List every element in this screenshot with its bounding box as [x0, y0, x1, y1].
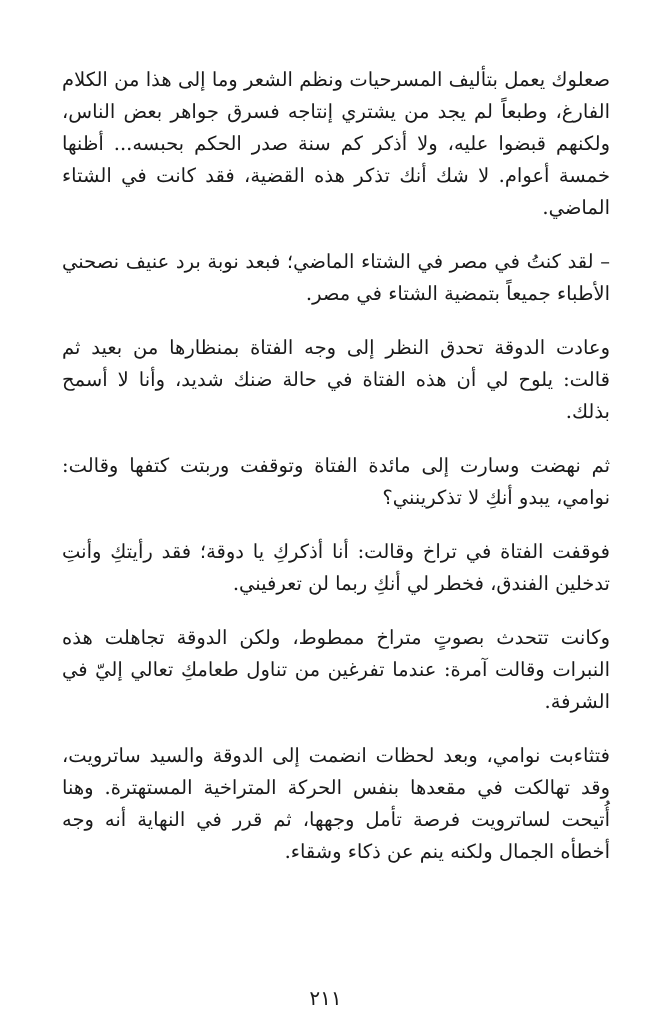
- paragraph-6: وكانت تتحدث بصوتٍ متراخ ممطوط، ولكن الدوقة تجاهلت هذه النبرات وقالت آمرة: عندما تفرغين من تناول طعامكِ تعالي إليّ في الشرفة.: [62, 626, 610, 713]
- page-number: ٢١١: [309, 986, 342, 1010]
- paragraph-2: – لقد كنتُ في مصر في الشتاء الماضي؛ فبعد نوبة برد عنيف نصحني الأطباء جميعاً بتمضية الشتاء في مصر.: [62, 250, 610, 305]
- paragraph-3: وعادت الدوقة تحدق النظر إلى وجه الفتاة بمنظارها من بعيد ثم قالت: يلوح لي أن هذه الفتاة في حالة ضنك شديد، وأنا لا أسمح بذلك.: [62, 336, 610, 423]
- page-body: [62, 64, 610, 868]
- paragraph-1: صعلوك يعمل بتأليف المسرحيات ونظم الشعر وما إلى هذا من الكلام الفارغ، وطبعاً لم يجد من يشتري إنتاجه فسرق جواهر بعض الناس، ولكنهم قبضوا عليه، ولا أذكر كم سنة صدر الحكم بحبسه... أظنها خمسة أعوام. لا شك أنك تذكر هذه القضية، فقد كانت في الشتاء الماضي.: [62, 68, 610, 219]
- paragraph-4: ثم نهضت وسارت إلى مائدة الفتاة وتوقفت وربتت كتفها وقالت: نوامي، يبدو أنكِ لا تذكرينني؟: [62, 454, 610, 509]
- paragraph-7: فتثاءبت نوامي، وبعد لحظات انضمت إلى الدوقة والسيد ساترويت، وقد تهالكت في مقعدها بنفس الحركة المتراخية المستهترة. وهنا أُتيحت لساترويت فرصة تأمل وجهها، ثم قرر في النهاية أنه وجه أخطأه الجمال ولكنه ينم عن ذكاء وشقاء.: [62, 744, 610, 863]
- paragraph-5: فوقفت الفتاة في تراخ وقالت: أنا أذكركِ يا دوقة؛ فقد رأيتكِ وأنتِ تدخلين الفندق، فخطر لي أنكِ ربما لن تعرفيني.: [62, 540, 610, 595]
